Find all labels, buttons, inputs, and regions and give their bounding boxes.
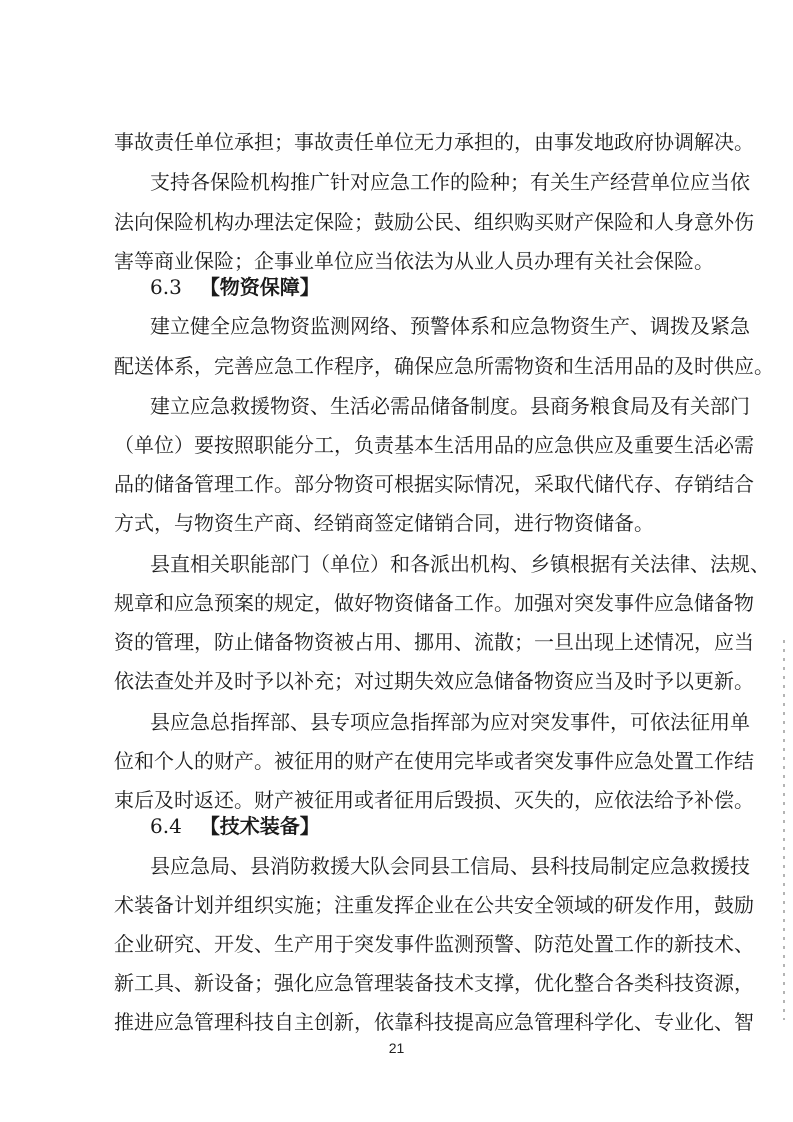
body-line: 法向保险机构办理法定保险；鼓励公民、组织购买财产保险和人身意外伤 xyxy=(114,210,754,234)
body-line: 企业研究、开发、生产用于突发事件监测预警、防范处置工作的新技术、 xyxy=(114,932,754,956)
body-line: 术装备计划并组织实施；注重发挥企业在公共安全领域的研发作用，鼓励 xyxy=(114,893,754,917)
scan-edge-mark xyxy=(783,640,785,1020)
section-title: 【技术装备】 xyxy=(199,814,320,838)
body-line: 配送体系，完善应急工作程序，确保应急所需物资和生活用品的及时供应。 xyxy=(114,354,774,378)
body-line: 建立应急救援物资、生活必需品储备制度。县商务粮食局及有关部门 xyxy=(150,394,750,418)
body-line: 新工具、新设备；强化应急管理装备技术支撑，优化整合各类科技资源， xyxy=(114,971,754,995)
body-line: 位和个人的财产。被征用的财产在使用完毕或者突发事件应急处置工作结 xyxy=(114,749,754,773)
body-line: 规章和应急预案的规定，做好物资储备工作。加强对突发事件应急储备物 xyxy=(114,591,754,615)
body-line: 推进应急管理科技自主创新，依靠科技提高应急管理科学化、专业化、智 xyxy=(114,1010,754,1034)
body-line: 品的储备管理工作。部分物资可根据实际情况，采取代储代存、存销结合 xyxy=(114,472,754,496)
section-heading-6-4 xyxy=(150,809,320,843)
section-heading-6-3 xyxy=(150,270,320,304)
body-line: 县应急总指挥部、县专项应急指挥部为应对突发事件，可依法征用单 xyxy=(150,710,750,734)
body-line: 县应急局、县消防救援大队会同县工信局、县科技局制定应急救援技 xyxy=(150,854,750,878)
section-number: 6.4 xyxy=(150,814,182,838)
body-line: （单位）要按照职能分工，负责基本生活用品的应急供应及重要生活必需 xyxy=(114,433,754,457)
body-line: 支持各保险机构推广针对应急工作的险种；有关生产经营单位应当依 xyxy=(150,170,750,194)
section-title: 【物资保障】 xyxy=(199,275,320,299)
body-line: 事故责任单位承担；事故责任单位无力承担的，由事发地政府协调解决。 xyxy=(114,130,754,154)
section-number: 6.3 xyxy=(150,275,182,299)
body-line: 害等商业保险；企事业单位应当依法为从业人员办理有关社会保险。 xyxy=(114,249,714,273)
body-line: 建立健全应急物资监测网络、预警体系和应急物资生产、调拨及紧急 xyxy=(150,314,750,338)
body-line: 方式，与物资生产商、经销商签定储销合同，进行物资储备。 xyxy=(114,511,654,535)
body-line: 县直相关职能部门（单位）和各派出机构、乡镇根据有关法律、法规、 xyxy=(150,552,770,576)
page-number: 21 xyxy=(388,1040,405,1056)
body-line: 依法查处并及时予以补充；对过期失效应急储备物资应当及时予以更新。 xyxy=(114,669,754,693)
body-line: 束后及时返还。财产被征用或者征用后毁损、灭失的，应依法给予补偿。 xyxy=(114,788,754,812)
body-line: 资的管理，防止储备物资被占用、挪用、流散；一旦出现上述情况，应当 xyxy=(114,630,754,654)
